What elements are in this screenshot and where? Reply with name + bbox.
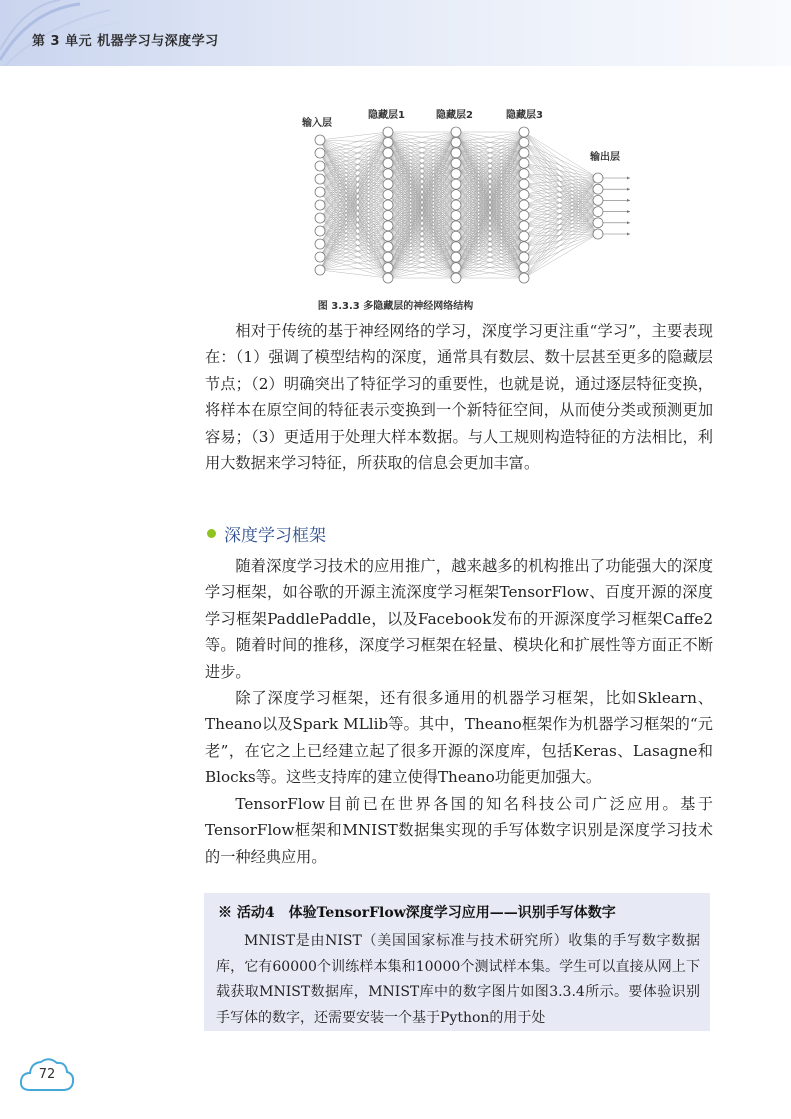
network-node [383,273,393,283]
network-node [519,273,529,283]
hidden-layer-1-label: 隐藏层1 [368,110,405,121]
paragraph-frameworks: 随着深度学习技术的应用推广，越来越多的机构推出了功能强大的深度学习框架，如谷歌的开源主流深度学习框架TensorFlow、百度开源的深度学习框架PaddlePaddle，以及Facebook发布的开源深度学习框架Caffe2等。随着时间的推移，深度学习框架在轻量、模块化和扩展性等方面正不断进步。 [205,557,713,681]
network-node [519,231,529,241]
network-node [383,127,393,137]
connection-line [524,200,598,267]
connection-line [524,234,598,257]
arrow-head-icon [627,188,630,191]
connection-line [320,270,388,278]
network-node [593,229,603,239]
connection-line [320,174,388,231]
network-node [451,273,461,283]
section-heading-text: 深度学习框架 [224,526,326,546]
connection-line [320,163,388,244]
network-node [315,213,325,223]
network-node [451,179,461,189]
network-node [451,127,461,137]
network-node [383,242,393,252]
network-node [383,263,393,273]
network-node [383,179,393,189]
activity-body: MNIST是由NIST（美国国家标准与技术研究所）收集的手写数字数据库，它有60000个训练样本集和10000个测试样本集。学生可以直接从网上下载获取MNIST数据库，MNIST库中的数字图片如图3.3.4所示。要体验识别手写体的数字，还需要安装一个基于Python的用于处 [216,933,700,1026]
connection-line [320,132,388,140]
page-header [0,0,791,66]
network-node [593,207,603,217]
input-layer-label: 输入层 [302,118,332,129]
network-node [383,231,393,241]
network-node [519,210,529,220]
network-node [451,231,461,241]
connection-lines [320,132,630,278]
connection-line [524,178,598,215]
network-node [593,184,603,194]
connection-line [524,142,598,178]
arrow-head-icon [627,177,630,180]
network-node [519,127,529,137]
connection-line [320,163,388,270]
hidden-layer-2-label: 隐藏层2 [436,110,473,121]
arrow-head-icon [627,210,630,213]
network-node [451,210,461,220]
hidden-layer-3-label: 隐藏层3 [506,110,543,121]
network-node [315,135,325,145]
connection-line [524,226,598,234]
network-node [451,252,461,262]
connection-line [524,178,598,195]
network-node [593,195,603,205]
network-node [383,137,393,147]
network-node [451,148,461,158]
network-node [315,187,325,197]
network-node [315,161,325,171]
network-node [519,137,529,147]
network-node [451,242,461,252]
connection-line [320,153,388,244]
network-node [451,190,461,200]
network-node [383,221,393,231]
network-node [519,148,529,158]
network-node [383,200,393,210]
network-node [519,221,529,231]
arrow-head-icon [627,233,630,236]
network-node [383,169,393,179]
network-node [519,190,529,200]
bullet-dot-icon [207,529,216,538]
network-node [593,218,603,228]
network-node [315,265,325,275]
connection-line [320,132,388,257]
paragraph-tensorflow: TensorFlow目前已在世界各国的知名科技公司广泛应用。基于TensorFlow框架和MNIST数据集实现的手写体数字识别是深度学习技术的一种经典应用。 [205,795,713,866]
activity-box [204,893,710,1031]
network-node [519,179,529,189]
unit-title: 第 3 单元 机器学习与深度学习 [32,34,219,49]
network-node [519,242,529,252]
network-node [315,252,325,262]
network-node [451,158,461,168]
network-node [451,169,461,179]
network-node [519,158,529,168]
activity-title: ※ 活动4 体验TensorFlow深度学习应用——识别手写体数字 [218,905,616,921]
paragraph-deep-learning-features: 相对于传统的基于神经网络的学习，深度学习更注重“学习”，主要表现在：（1）强调了模型结构的深度，通常具有数层、数十层甚至更多的隐藏层节点；（2）明确突出了特征学习的重要性，也就是说，通过逐层特征变换，将样本在原空间的特征表示变换到一个新特征空间，从而使分类或预测更加容易；（3）更适用于处理大样本数据。与人工规则构造特征的方法相比，利用大数据来学习特征，所获取的信息会更加丰富。 [205,322,713,473]
network-node [451,221,461,231]
connection-line [320,142,388,153]
page-number: 72 [38,1067,56,1082]
output-layer-label: 输出层 [590,152,620,163]
arrow-head-icon [627,221,630,224]
network-node [451,263,461,273]
network-node [593,173,603,183]
network-node [383,190,393,200]
network-node [519,263,529,273]
network-node [315,239,325,249]
network-node [383,148,393,158]
section-heading [207,521,326,546]
network-node [315,200,325,210]
network-node [519,200,529,210]
connection-line [524,212,598,237]
network-node [451,137,461,147]
network-node [519,252,529,262]
network-node [315,148,325,158]
figure-caption: 图 3.3.3 多隐藏层的神经网络结构 [317,301,474,312]
arrow-head-icon [627,199,630,202]
network-node [315,226,325,236]
network-node [383,210,393,220]
network-node [519,169,529,179]
network-node [315,174,325,184]
neural-network-diagram [290,100,640,290]
network-node [451,200,461,210]
paragraph-ml-frameworks: 除了深度学习框架，还有很多通用的机器学习框架，比如Sklearn、Theano以及Spark MLlib等。其中，Theano框架作为机器学习框架的“元老”，在它之上已经建立起了很多开源的深度库，包括Keras、Lasagne和Blocks等。这些支持库的建立使得Theano功能更加强大。 [205,689,713,787]
network-node [383,252,393,262]
network-node [383,158,393,168]
connection-line [524,223,598,247]
